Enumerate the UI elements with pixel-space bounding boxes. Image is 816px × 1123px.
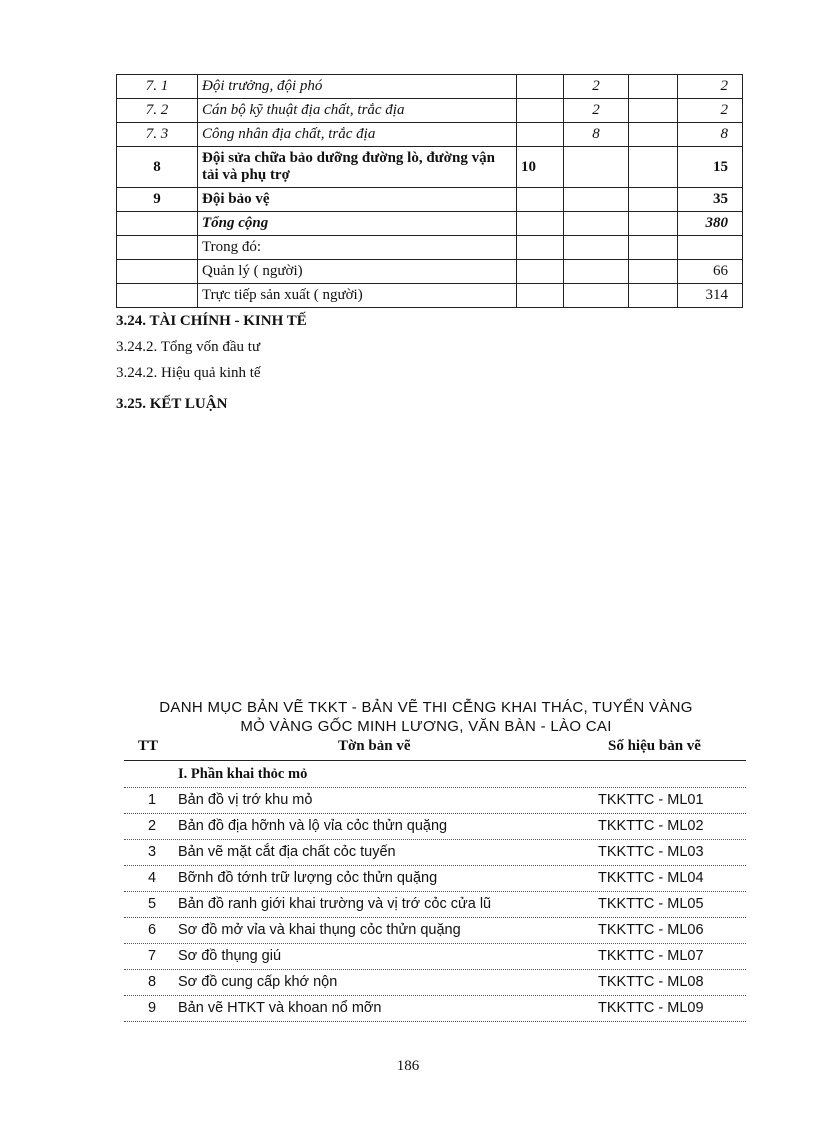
staff-table-row bbox=[117, 123, 743, 147]
drawing-number: 7 bbox=[147, 948, 157, 964]
row-total: 2 bbox=[678, 75, 743, 99]
drawing-number: 2 bbox=[147, 818, 157, 834]
row-col-b: 2 bbox=[564, 99, 629, 123]
drawing-name: Bỡnh đồ tớnh trữ lượng cỏc thửn quặng bbox=[178, 870, 438, 886]
drawing-number: 9 bbox=[147, 1000, 157, 1016]
drawing-list-title-line1: DANH MỤC BẢN VẼ TKKT - BẢN VẼ THI CỄNG KHAI THÁC, TUYỂN VÀNG bbox=[159, 699, 693, 716]
drawing-number: 5 bbox=[147, 896, 157, 912]
row-col-b bbox=[564, 260, 629, 284]
row-number bbox=[117, 260, 198, 284]
drawing-name: Sơ đồ mở vỉa và khai thụng cỏc thửn quặng bbox=[178, 922, 461, 938]
drawing-name: Bản vẽ mặt cắt địa chất cỏc tuyến bbox=[178, 844, 396, 860]
row-col-c bbox=[629, 99, 678, 123]
row-col-b bbox=[564, 212, 629, 236]
drawing-number: 6 bbox=[147, 922, 157, 938]
row-total: 35 bbox=[678, 188, 743, 212]
drawing-code: TKKTTC - ML02 bbox=[598, 818, 704, 834]
row-col-c bbox=[629, 123, 678, 147]
drawing-name: Bản đồ vị trớ khu mỏ bbox=[178, 792, 313, 808]
subsection-efficiency: 3.24.2. Hiệu quả kinh tế bbox=[116, 365, 261, 381]
staff-table-row bbox=[117, 236, 743, 260]
staff-table-row bbox=[117, 260, 743, 284]
drawing-code: TKKTTC - ML07 bbox=[598, 948, 704, 964]
row-number bbox=[117, 212, 198, 236]
drawing-name: Bản đồ ranh giới khai trường và vị trớ cỏc cửa lũ bbox=[178, 896, 492, 912]
column-header-name: Tờn bản vẽ bbox=[338, 738, 411, 754]
row-col-b bbox=[564, 188, 629, 212]
row-col-c bbox=[629, 212, 678, 236]
column-header-tt: TT bbox=[138, 738, 159, 754]
row-name: Trong đó: bbox=[198, 236, 517, 260]
drawing-row bbox=[124, 918, 746, 944]
drawing-number: 3 bbox=[147, 844, 157, 860]
section-heading-conclusion: 3.25. KẾT LUẬN bbox=[116, 396, 228, 412]
staff-table-row bbox=[117, 75, 743, 99]
row-number: 7. 3 bbox=[117, 123, 198, 147]
drawing-name: Sơ đồ thụng giú bbox=[178, 948, 282, 964]
row-total: 8 bbox=[678, 123, 743, 147]
staff-table-row bbox=[117, 147, 743, 188]
row-col-c bbox=[629, 147, 678, 188]
row-col-c bbox=[629, 188, 678, 212]
drawing-list-title bbox=[118, 698, 734, 736]
row-col-b: 8 bbox=[564, 123, 629, 147]
row-name: Công nhân địa chất, trắc địa bbox=[198, 123, 517, 147]
row-col-a bbox=[517, 212, 564, 236]
row-col-a: 10 bbox=[517, 147, 564, 188]
drawing-list-title-line2: MỎ VÀNG GỐC MINH LƯƠNG, VĂN BÀN - LÀO CAI bbox=[240, 718, 612, 735]
row-number bbox=[117, 236, 198, 260]
row-name: Đội sửa chữa bảo dưỡng đường lò, đường vận tải và phụ trợ bbox=[198, 147, 517, 188]
drawing-row bbox=[124, 996, 746, 1022]
staff-table-row bbox=[117, 188, 743, 212]
row-name: Quản lý ( người) bbox=[198, 260, 517, 284]
drawing-row bbox=[124, 970, 746, 996]
row-col-a bbox=[517, 75, 564, 99]
drawing-number: 8 bbox=[147, 974, 157, 990]
drawing-list bbox=[124, 762, 746, 1022]
row-col-b bbox=[564, 236, 629, 260]
drawing-row bbox=[124, 840, 746, 866]
staff-table-row bbox=[117, 99, 743, 123]
drawing-code: TKKTTC - ML01 bbox=[598, 792, 704, 808]
drawing-name: Sơ đồ cung cấp khớ nộn bbox=[178, 974, 338, 990]
row-number: 7. 1 bbox=[117, 75, 198, 99]
row-number: 9 bbox=[117, 188, 198, 212]
row-col-c bbox=[629, 284, 678, 308]
row-col-c bbox=[629, 236, 678, 260]
row-name: Tổng cộng bbox=[198, 212, 517, 236]
row-name: Đội bảo vệ bbox=[198, 188, 517, 212]
row-number bbox=[117, 284, 198, 308]
row-col-b: 2 bbox=[564, 75, 629, 99]
drawing-row bbox=[124, 892, 746, 918]
drawing-list-header bbox=[124, 738, 746, 761]
drawing-row bbox=[124, 866, 746, 892]
row-total: 314 bbox=[678, 284, 743, 308]
drawing-name: Bản đồ địa hỡnh và lộ vỉa cỏc thửn quặng bbox=[178, 818, 448, 834]
drawing-code: TKKTTC - ML09 bbox=[598, 1000, 704, 1016]
drawing-number: 1 bbox=[147, 792, 157, 808]
row-col-a bbox=[517, 99, 564, 123]
row-col-a bbox=[517, 123, 564, 147]
drawing-code: TKKTTC - ML03 bbox=[598, 844, 704, 860]
row-name: Trực tiếp sản xuất ( người) bbox=[198, 284, 517, 308]
staff-table bbox=[116, 74, 743, 308]
staff-table-row bbox=[117, 284, 743, 308]
drawing-code: TKKTTC - ML08 bbox=[598, 974, 704, 990]
row-col-c bbox=[629, 75, 678, 99]
row-total: 380 bbox=[678, 212, 743, 236]
row-name: Đội trưởng, đội phó bbox=[198, 75, 517, 99]
drawing-code: TKKTTC - ML04 bbox=[598, 870, 704, 886]
column-header-code: Số hiệu bản vẽ bbox=[608, 738, 701, 754]
row-col-a bbox=[517, 260, 564, 284]
drawing-group-name: I. Phần khai thỏc mỏ bbox=[178, 766, 308, 782]
section-heading-finance: 3.24. TÀI CHÍNH - KINH TẾ bbox=[116, 313, 307, 329]
row-col-a bbox=[517, 188, 564, 212]
drawing-row bbox=[124, 788, 746, 814]
row-total: 66 bbox=[678, 260, 743, 284]
drawing-code: TKKTTC - ML06 bbox=[598, 922, 704, 938]
row-total: 2 bbox=[678, 99, 743, 123]
drawing-row bbox=[124, 944, 746, 970]
row-col-b bbox=[564, 147, 629, 188]
page-number: 186 bbox=[396, 1058, 420, 1074]
row-col-a bbox=[517, 236, 564, 260]
drawing-group-row bbox=[124, 762, 746, 788]
row-col-b bbox=[564, 284, 629, 308]
row-total bbox=[678, 236, 743, 260]
subsection-investment: 3.24.2. Tổng vốn đầu tư bbox=[116, 339, 261, 355]
row-name: Cán bộ kỹ thuật địa chất, trắc địa bbox=[198, 99, 517, 123]
row-number: 7. 2 bbox=[117, 99, 198, 123]
drawing-row bbox=[124, 814, 746, 840]
staff-table-row bbox=[117, 212, 743, 236]
row-total: 15 bbox=[678, 147, 743, 188]
row-number: 8 bbox=[117, 147, 198, 188]
row-col-a bbox=[517, 284, 564, 308]
drawing-code: TKKTTC - ML05 bbox=[598, 896, 704, 912]
drawing-name: Bản vẽ HTKT và khoan nổ mỡn bbox=[178, 1000, 382, 1016]
drawing-number: 4 bbox=[147, 870, 157, 886]
row-col-c bbox=[629, 260, 678, 284]
